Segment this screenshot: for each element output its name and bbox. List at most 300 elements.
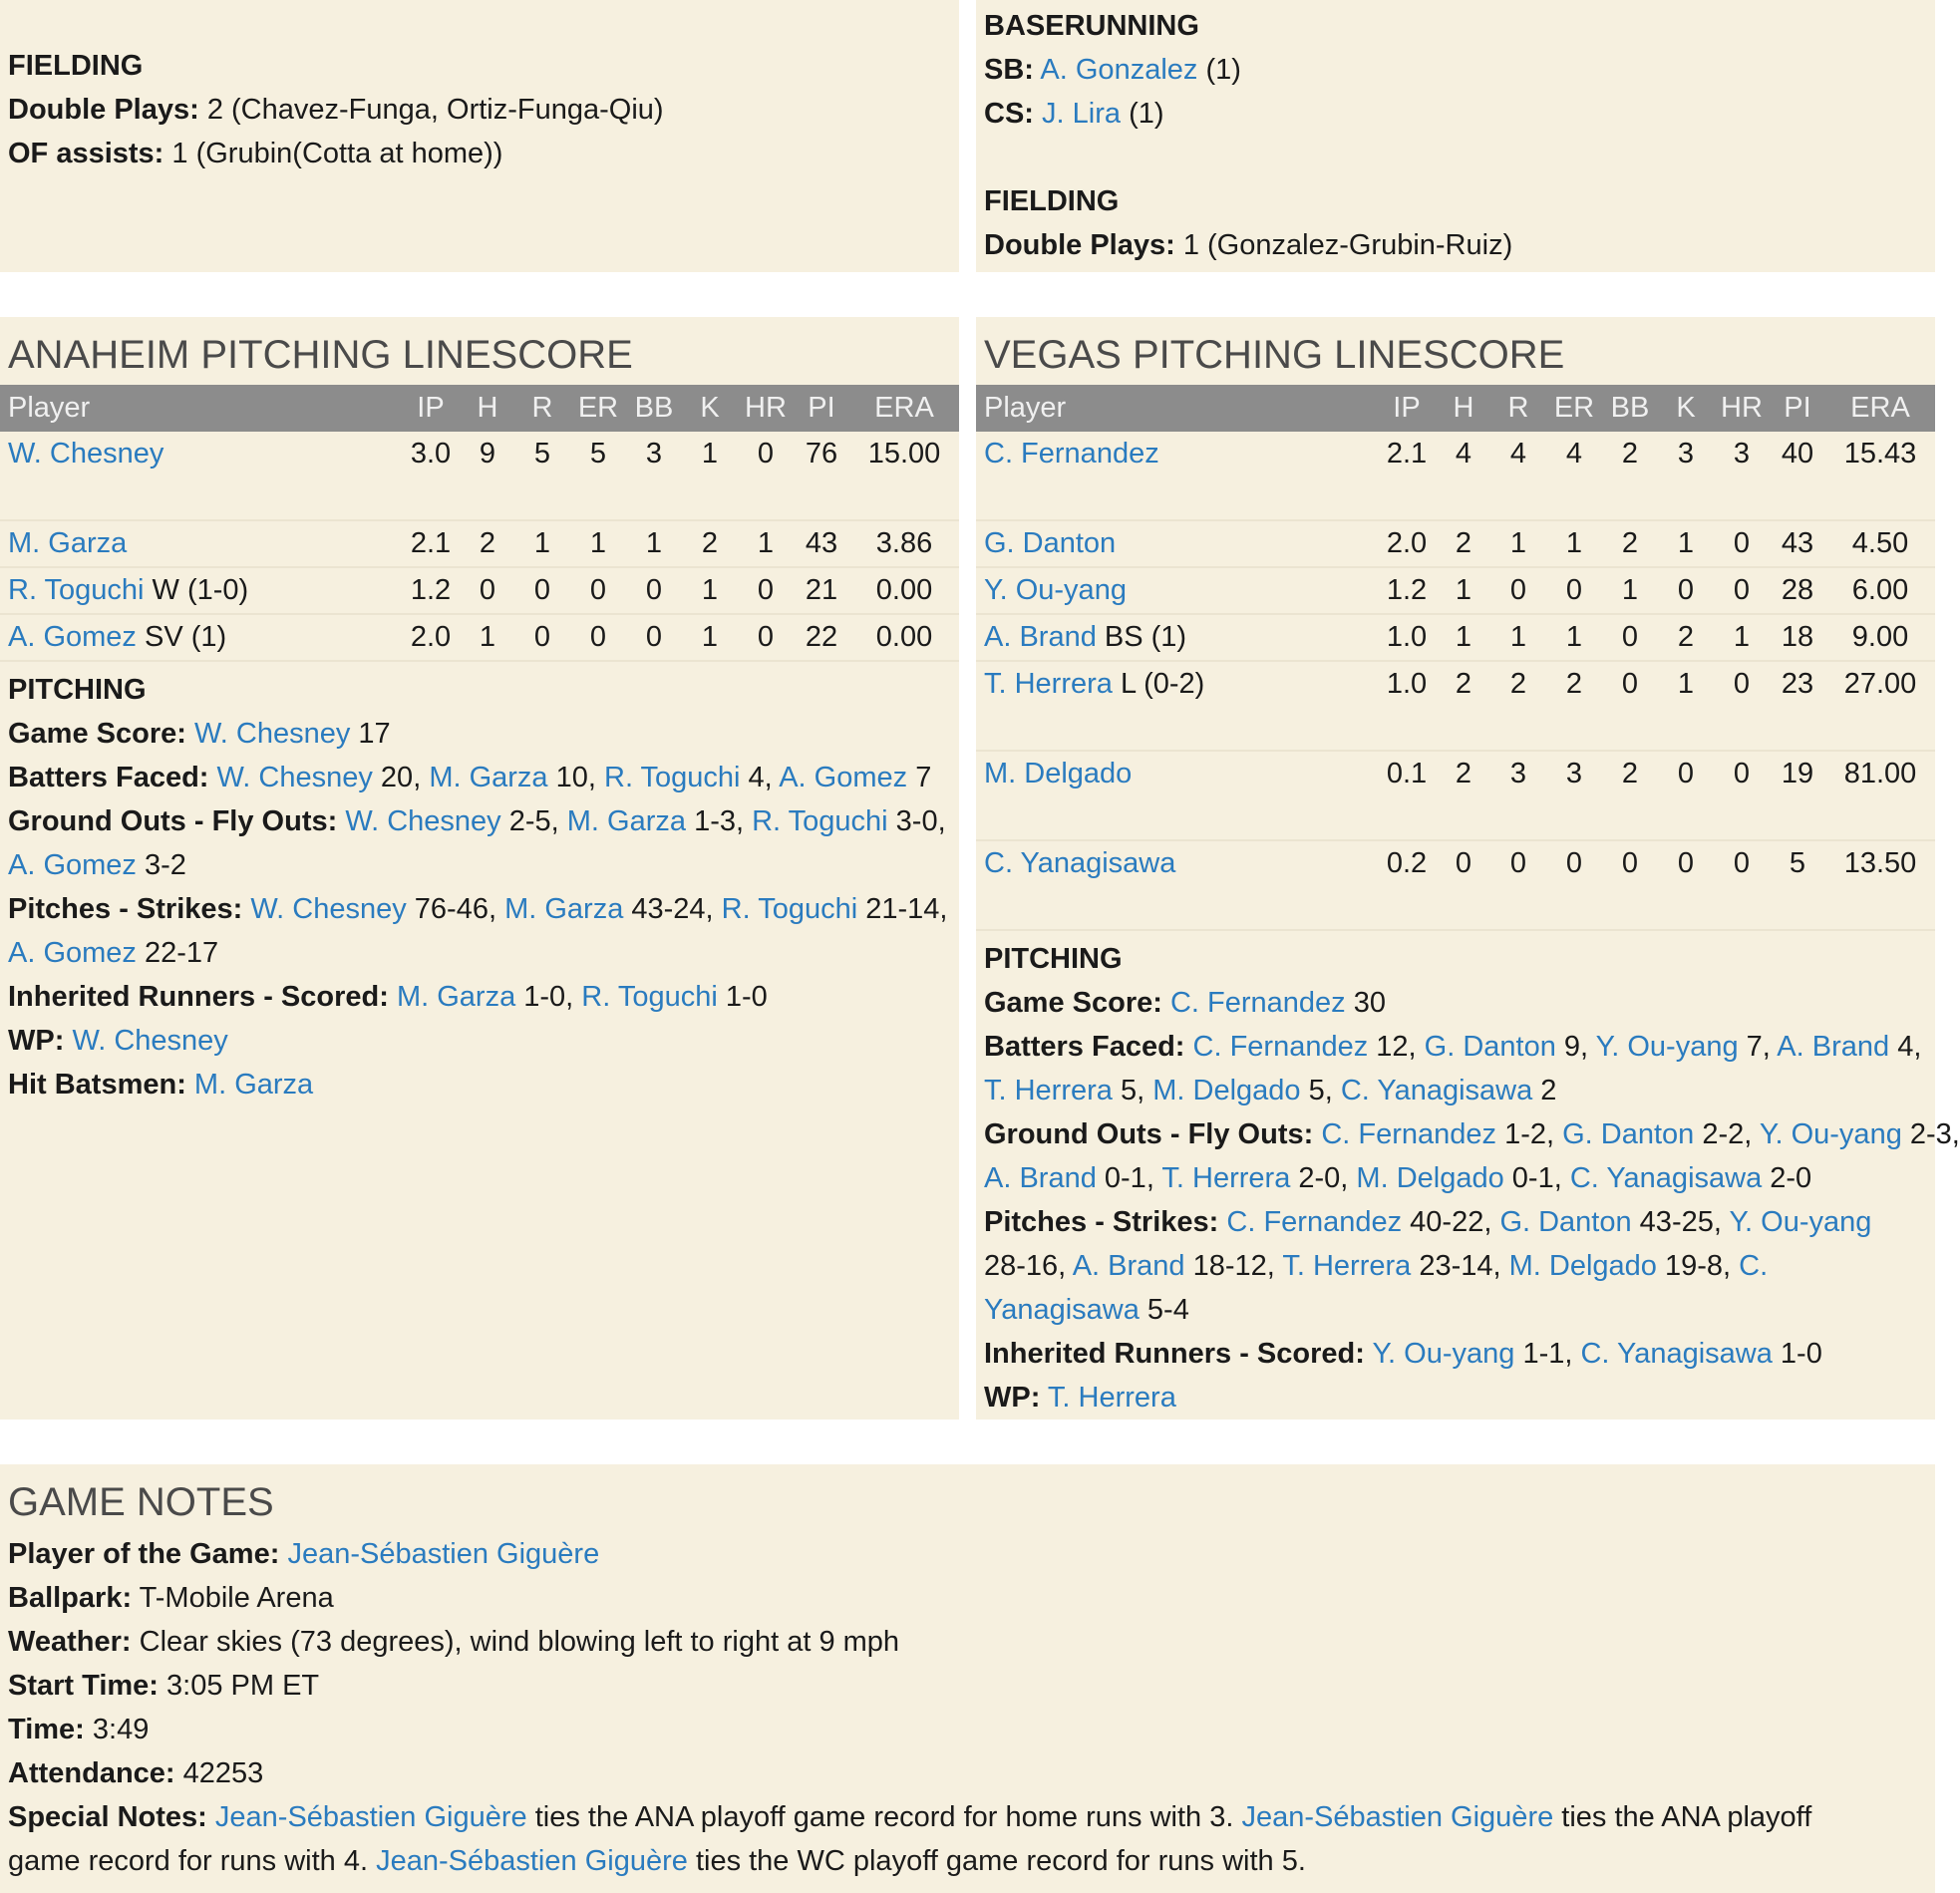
batters-faced-label: Batters Faced:: [8, 762, 209, 793]
table-row: [976, 661, 1935, 751]
stat-cell-h: 2: [1437, 520, 1490, 567]
player-link[interactable]: C. Yanagisawa: [1569, 1162, 1763, 1194]
column-header-k[interactable]: K: [682, 385, 738, 432]
stat-cell-ip: 2.1: [1377, 432, 1437, 520]
decision-note: L (0-2): [1112, 668, 1205, 700]
ballpark-value: T-Mobile Arena: [139, 1582, 334, 1614]
stat-cell-pi: 28: [1770, 567, 1825, 614]
special-player-link[interactable]: Jean-Sébastien Giguère: [1241, 1801, 1554, 1833]
stat-cell-bb: 0: [1602, 614, 1658, 661]
player-cell: [976, 661, 1377, 751]
player-link[interactable]: A. Brand: [1777, 1031, 1890, 1063]
stat-cell-k: 0: [1658, 751, 1714, 840]
stat-value: 20,: [372, 762, 430, 793]
stat-cell-er: 0: [570, 567, 626, 614]
batters-faced-line-cont: [984, 1069, 1935, 1112]
player-link[interactable]: M. Garza: [396, 981, 516, 1013]
player-link[interactable]: M. Garza: [566, 805, 687, 837]
stat-cell-bb: 0: [626, 614, 682, 661]
stat-cell-r: 0: [514, 567, 570, 614]
stat-cell-er: 0: [1546, 840, 1602, 930]
player-link[interactable]: M. Delgado: [1508, 1250, 1657, 1282]
player-link[interactable]: Y. Ou-yang: [1595, 1031, 1739, 1063]
section-title: ANAHEIM PITCHING LINESCORE: [8, 333, 633, 377]
fielding-title: FIELDING: [8, 50, 144, 82]
hbp-line: [8, 1063, 959, 1106]
special-player-link[interactable]: Jean-Sébastien Giguère: [214, 1801, 527, 1833]
inherited-runners-line: [984, 1332, 1935, 1376]
stat-value: 1-3,: [686, 805, 753, 837]
table-row: [976, 432, 1935, 520]
stat-value: 4,: [1889, 1031, 1922, 1063]
attendance-line: [8, 1751, 1935, 1795]
stat-value: 1-2,: [1496, 1118, 1563, 1150]
player-link[interactable]: T. Herrera: [1282, 1250, 1412, 1282]
stat-value: 2-0,: [1290, 1162, 1357, 1194]
go-fo-line-cont: [8, 843, 959, 887]
table-row: [976, 567, 1935, 614]
stat-cell-bb: 3: [626, 432, 682, 520]
pitches-strikes-line-cont: [984, 1244, 1935, 1288]
stat-cell-h: 4: [1437, 432, 1490, 520]
player-link[interactable]: Y. Ou-yang: [1372, 1338, 1515, 1370]
stat-cell-era: 3.86: [849, 520, 959, 567]
stat-cell-bb: 2: [1602, 751, 1658, 840]
stat-value: 3-0,: [887, 805, 946, 837]
game-score-label: Game Score:: [8, 718, 186, 750]
stat-cell-r: 3: [1490, 751, 1546, 840]
player-cell: [976, 614, 1377, 661]
stat-value: 10,: [547, 762, 604, 793]
stat-cell-h: 0: [461, 567, 514, 614]
double-plays-value: 2 (Chavez-Funga, Ortiz-Funga-Qiu): [206, 94, 664, 126]
of-assists-line: [8, 132, 959, 175]
potg-label: Player of the Game:: [8, 1538, 280, 1570]
stat-value: 1-0,: [515, 981, 582, 1013]
stat-cell-hr: 0: [1714, 520, 1770, 567]
player-link[interactable]: C. Yanagisawa: [1580, 1338, 1773, 1370]
table-header-row: [976, 385, 1935, 432]
table-row: [976, 840, 1935, 930]
player-link[interactable]: M. Garza: [504, 893, 624, 925]
pitches-strikes-label: Pitches - Strikes:: [984, 1206, 1219, 1238]
stat-value: 2-3,: [1901, 1118, 1960, 1150]
special-notes-line: [8, 1795, 1935, 1839]
potg-line: [8, 1532, 1935, 1576]
stat-cell-hr: 0: [1714, 840, 1770, 930]
stat-value: 5,: [1300, 1075, 1341, 1106]
stat-cell-pi: 43: [1770, 520, 1825, 567]
stat-cell-h: 2: [1437, 751, 1490, 840]
decision-note: SV (1): [136, 621, 227, 653]
stat-value: 19-8,: [1656, 1250, 1740, 1282]
player-link[interactable]: G. Danton: [1562, 1118, 1695, 1150]
stat-cell-h: 2: [1437, 661, 1490, 751]
player-link[interactable]: C. Fernandez: [1321, 1118, 1497, 1150]
column-header-r[interactable]: R: [1490, 385, 1546, 432]
stat-cell-hr: 3: [1714, 432, 1770, 520]
player-link[interactable]: T. Herrera: [984, 668, 1113, 700]
player-link[interactable]: A. Gomez: [779, 762, 908, 793]
stat-value: 12,: [1368, 1031, 1425, 1063]
pitches-strikes-line: [8, 887, 959, 931]
stat-cell-er: 5: [570, 432, 626, 520]
stat-cell-r: 4: [1490, 432, 1546, 520]
column-header-hr[interactable]: HR: [738, 385, 794, 432]
table-row: [976, 614, 1935, 661]
inherited-runners-label: Inherited Runners - Scored:: [984, 1338, 1365, 1370]
pitching-title: PITCHING: [984, 943, 1123, 975]
stat-cell-h: 9: [461, 432, 514, 520]
table-row: [976, 751, 1935, 840]
stat-value: 43-25,: [1631, 1206, 1730, 1238]
player-cell: [0, 520, 401, 567]
column-header-ip[interactable]: IP: [1377, 385, 1437, 432]
stat-value: 1-0: [1772, 1338, 1822, 1370]
stat-cell-ip: 0.2: [1377, 840, 1437, 930]
column-header-er[interactable]: ER: [1546, 385, 1602, 432]
column-header-bb[interactable]: BB: [626, 385, 682, 432]
baserunning-title: BASERUNNING: [984, 10, 1199, 42]
stat-cell-h: 1: [1437, 614, 1490, 661]
potg-player-link[interactable]: Jean-Sébastien Giguère: [287, 1538, 600, 1570]
pitches-strikes-line-cont: [8, 931, 959, 975]
game-notes-panel: [0, 1464, 1935, 1893]
column-header-h[interactable]: H: [461, 385, 514, 432]
player-link[interactable]: G. Danton: [1424, 1031, 1556, 1063]
stat-cell-k: 1: [682, 567, 738, 614]
stat-cell-hr: 0: [1714, 751, 1770, 840]
game-score-player-link[interactable]: W. Chesney: [193, 718, 351, 750]
stat-cell-ip: 2.0: [1377, 520, 1437, 567]
stat-cell-ip: 1.0: [1377, 661, 1437, 751]
vegas-linescore-table: [976, 385, 1935, 931]
player-cell: [976, 520, 1377, 567]
stat-cell-er: 3: [1546, 751, 1602, 840]
ballpark-line: [8, 1576, 1935, 1620]
stat-cell-ip: 1.2: [1377, 567, 1437, 614]
player-link[interactable]: A. Brand: [984, 1162, 1097, 1194]
player-link[interactable]: Y. Ou-yang: [1759, 1118, 1902, 1150]
player-link[interactable]: A. Gomez: [8, 621, 137, 653]
pitches-strikes-line-cont2: [984, 1288, 1935, 1332]
stat-cell-er: 1: [570, 520, 626, 567]
inherited-runners-label: Inherited Runners - Scored:: [8, 981, 389, 1013]
player-link[interactable]: T. Herrera: [984, 1075, 1113, 1106]
column-header-bb[interactable]: BB: [1602, 385, 1658, 432]
stat-cell-k: 1: [682, 432, 738, 520]
weather-line: [8, 1620, 1935, 1664]
player-link[interactable]: Y. Ou-yang: [984, 574, 1127, 606]
hbp-label: Hit Batsmen:: [8, 1069, 186, 1101]
player-link[interactable]: M. Garza: [429, 762, 548, 793]
stat-cell-hr: 1: [738, 520, 794, 567]
go-fo-label: Ground Outs - Fly Outs:: [984, 1118, 1314, 1150]
player-link[interactable]: A. Brand: [984, 621, 1097, 653]
stat-cell-era: 4.50: [1825, 520, 1935, 567]
attendance-label: Attendance:: [8, 1757, 175, 1789]
stat-cell-bb: 1: [626, 520, 682, 567]
wp-line: [984, 1376, 1935, 1420]
column-header-ip[interactable]: IP: [401, 385, 461, 432]
stat-cell-k: 1: [1658, 661, 1714, 751]
stat-value: 7: [907, 762, 932, 793]
player-cell: [976, 567, 1377, 614]
stat-cell-r: 0: [1490, 567, 1546, 614]
table-header-row: [0, 385, 959, 432]
table-row: [0, 614, 959, 661]
game-score-line: [8, 712, 959, 756]
stat-cell-r: 1: [1490, 614, 1546, 661]
double-plays-label: Double Plays:: [8, 94, 199, 126]
wp-label: WP:: [984, 1382, 1041, 1414]
stat-cell-era: 81.00: [1825, 751, 1935, 840]
sb-value: (1): [1205, 54, 1241, 86]
batters-faced-label: Batters Faced:: [984, 1031, 1185, 1063]
go-fo-line: [8, 799, 959, 843]
stat-cell-pi: 18: [1770, 614, 1825, 661]
stat-cell-er: 0: [1546, 567, 1602, 614]
of-assists-label: OF assists:: [8, 138, 164, 169]
player-cell: [976, 751, 1377, 840]
table-row: [976, 520, 1935, 567]
anaheim-pitching-panel: [0, 317, 959, 1420]
hbp-player-link[interactable]: M. Garza: [193, 1069, 314, 1101]
stat-cell-hr: 0: [738, 614, 794, 661]
stat-value: 23-14,: [1411, 1250, 1509, 1282]
player-link[interactable]: R. Toguchi: [581, 981, 718, 1013]
stat-cell-h: 0: [1437, 840, 1490, 930]
stat-cell-era: 27.00: [1825, 661, 1935, 751]
stat-cell-ip: 2.1: [401, 520, 461, 567]
anaheim-fielding-panel: [0, 0, 959, 272]
stat-cell-ip: 2.0: [401, 614, 461, 661]
player-link[interactable]: Yanagisawa: [984, 1294, 1140, 1326]
double-plays-line: [8, 88, 959, 132]
player-link[interactable]: W. Chesney: [216, 762, 373, 793]
stat-cell-r: 1: [1490, 520, 1546, 567]
stat-value: 3-2: [136, 849, 186, 881]
stat-cell-k: 1: [682, 614, 738, 661]
stat-value: 5,: [1112, 1075, 1153, 1106]
of-assists-value: 1 (Grubin(Cotta at home)): [171, 138, 503, 169]
player-link[interactable]: C. Yanagisawa: [1340, 1075, 1533, 1106]
player-link[interactable]: C. Fernandez: [1192, 1031, 1369, 1063]
stat-cell-hr: 0: [1714, 567, 1770, 614]
sb-player-link[interactable]: A. Gonzalez: [1040, 54, 1198, 86]
stat-cell-bb: 0: [1602, 661, 1658, 751]
time-value: 3:49: [92, 1714, 150, 1745]
column-header-hr[interactable]: HR: [1714, 385, 1770, 432]
attendance-value: 42253: [182, 1757, 264, 1789]
column-header-era[interactable]: ERA: [849, 385, 959, 432]
stat-value: 7,: [1738, 1031, 1778, 1063]
player-link[interactable]: Y. Ou-yang: [1729, 1206, 1872, 1238]
game-score-value: 17: [358, 718, 391, 750]
player-cell: [976, 840, 1377, 930]
double-plays-label: Double Plays:: [984, 229, 1175, 261]
column-header-era[interactable]: ERA: [1825, 385, 1935, 432]
player-link[interactable]: G. Danton: [1499, 1206, 1632, 1238]
player-link[interactable]: M. Delgado: [1356, 1162, 1504, 1194]
pitching-title: PITCHING: [8, 674, 147, 706]
stat-cell-er: 4: [1546, 432, 1602, 520]
stat-cell-k: 3: [1658, 432, 1714, 520]
stat-cell-ip: 3.0: [401, 432, 461, 520]
anaheim-linescore-table: [0, 385, 959, 662]
start-time-value: 3:05 PM ET: [166, 1670, 320, 1702]
stat-cell-ip: 0.1: [1377, 751, 1437, 840]
player-link[interactable]: W. Chesney: [345, 805, 501, 837]
player-link[interactable]: C.: [1739, 1250, 1769, 1282]
pitches-strikes-line: [984, 1200, 1935, 1244]
player-link[interactable]: W. Chesney: [250, 893, 407, 925]
section-title: GAME NOTES: [8, 1480, 274, 1524]
stat-cell-hr: 1: [1714, 614, 1770, 661]
stat-value: 40-22,: [1402, 1206, 1500, 1238]
sb-label: SB:: [984, 54, 1034, 86]
special-notes-line-cont: [8, 1839, 1935, 1883]
stat-cell-era: 13.50: [1825, 840, 1935, 930]
player-link[interactable]: A. Brand: [1072, 1250, 1185, 1282]
stat-cell-era: 15.43: [1825, 432, 1935, 520]
stat-cell-pi: 19: [1770, 751, 1825, 840]
weather-label: Weather:: [8, 1626, 132, 1658]
inherited-runners-line: [8, 975, 959, 1019]
time-line: [8, 1708, 1935, 1751]
ballpark-label: Ballpark:: [8, 1582, 133, 1614]
start-time-line: [8, 1664, 1935, 1708]
stat-cell-era: 0.00: [849, 614, 959, 661]
column-header-player[interactable]: Player: [0, 385, 401, 432]
stat-cell-pi: 5: [1770, 840, 1825, 930]
sb-line: [984, 48, 1935, 92]
wp-player-link[interactable]: W. Chesney: [72, 1025, 228, 1057]
game-score-player-link[interactable]: C. Fernandez: [1169, 987, 1346, 1019]
stat-cell-era: 9.00: [1825, 614, 1935, 661]
stat-cell-r: 5: [514, 432, 570, 520]
special-text: game record for runs with 4.: [8, 1845, 369, 1877]
stat-cell-r: 1: [514, 520, 570, 567]
stat-value: 9,: [1555, 1031, 1596, 1063]
column-header-pi[interactable]: PI: [794, 385, 849, 432]
player-link[interactable]: M. Delgado: [1152, 1075, 1301, 1106]
player-link[interactable]: R. Toguchi: [604, 762, 741, 793]
stat-value: 2: [1532, 1075, 1557, 1106]
stat-cell-bb: 2: [1602, 520, 1658, 567]
vegas-baserunning-panel: [976, 0, 1935, 272]
player-link[interactable]: M. Delgado: [984, 758, 1133, 789]
start-time-label: Start Time:: [8, 1670, 159, 1702]
table-row: [0, 520, 959, 567]
double-plays-value: 1 (Gonzalez-Grubin-Ruiz): [1182, 229, 1513, 261]
column-header-pi[interactable]: PI: [1770, 385, 1825, 432]
stat-value: 0-1,: [1096, 1162, 1162, 1194]
player-link[interactable]: A. Gomez: [8, 937, 137, 969]
section-title: VEGAS PITCHING LINESCORE: [984, 333, 1565, 377]
stat-cell-pi: 22: [794, 614, 849, 661]
player-cell: [0, 567, 401, 614]
go-fo-line: [984, 1112, 1960, 1156]
stat-cell-pi: 40: [1770, 432, 1825, 520]
stat-cell-pi: 21: [794, 567, 849, 614]
stat-value: 76-46,: [406, 893, 505, 925]
stat-cell-k: 2: [1658, 614, 1714, 661]
player-link[interactable]: R. Toguchi: [752, 805, 888, 837]
cs-value: (1): [1129, 98, 1164, 130]
wp-line: [8, 1019, 959, 1063]
column-header-player[interactable]: Player: [976, 385, 1377, 432]
stat-cell-ip: 1.2: [401, 567, 461, 614]
decision-note: W (1-0): [144, 574, 249, 606]
stat-cell-ip: 1.0: [1377, 614, 1437, 661]
cs-player-link[interactable]: J. Lira: [1042, 98, 1121, 130]
player-cell: [0, 432, 401, 520]
player-link[interactable]: A. Gomez: [8, 849, 137, 881]
stat-value: 1-1,: [1514, 1338, 1581, 1370]
vegas-pitching-panel: [976, 317, 1960, 1420]
special-player-link[interactable]: Jean-Sébastien Giguère: [376, 1845, 688, 1877]
wp-player-link[interactable]: T. Herrera: [1047, 1382, 1176, 1414]
column-header-r[interactable]: R: [514, 385, 570, 432]
fielding-title: FIELDING: [984, 185, 1120, 217]
stat-cell-pi: 76: [794, 432, 849, 520]
player-link[interactable]: W. Chesney: [8, 438, 164, 470]
player-link[interactable]: M. Garza: [8, 527, 128, 559]
stat-cell-bb: 0: [626, 567, 682, 614]
column-header-k[interactable]: K: [1658, 385, 1714, 432]
weather-value: Clear skies (73 degrees), wind blowing left to right at 9 mph: [139, 1626, 900, 1658]
stat-cell-k: 0: [1658, 840, 1714, 930]
column-header-er[interactable]: ER: [570, 385, 626, 432]
stat-cell-bb: 0: [1602, 840, 1658, 930]
stat-cell-r: 0: [1490, 840, 1546, 930]
stat-cell-r: 2: [1490, 661, 1546, 751]
stat-cell-k: 0: [1658, 567, 1714, 614]
special-text: ties the ANA playoff game record for home runs with 3.: [534, 1801, 1234, 1833]
player-link[interactable]: G. Danton: [984, 527, 1117, 559]
time-label: Time:: [8, 1714, 85, 1745]
stat-cell-r: 0: [514, 614, 570, 661]
player-link[interactable]: R. Toguchi: [8, 574, 145, 606]
cs-label: CS:: [984, 98, 1034, 130]
player-link[interactable]: C. Fernandez: [1226, 1206, 1403, 1238]
special-text: ties the ANA playoff: [1561, 1801, 1812, 1833]
stat-value: 22-17: [136, 937, 219, 969]
stat-cell-er: 1: [1546, 520, 1602, 567]
column-header-h[interactable]: H: [1437, 385, 1490, 432]
stat-cell-era: 15.00: [849, 432, 959, 520]
pitches-strikes-label: Pitches - Strikes:: [8, 893, 243, 925]
table-row: [0, 432, 959, 520]
player-link[interactable]: C. Yanagisawa: [984, 847, 1176, 879]
stat-cell-k: 2: [682, 520, 738, 567]
decision-note: BS (1): [1096, 621, 1187, 653]
stat-cell-era: 6.00: [1825, 567, 1935, 614]
table-row: [0, 567, 959, 614]
stat-cell-era: 0.00: [849, 567, 959, 614]
stat-cell-hr: 0: [738, 432, 794, 520]
stat-cell-pi: 23: [1770, 661, 1825, 751]
stat-cell-h: 1: [1437, 567, 1490, 614]
player-cell: [976, 432, 1377, 520]
game-score-line: [984, 981, 1935, 1025]
player-link[interactable]: T. Herrera: [1161, 1162, 1291, 1194]
player-cell: [0, 614, 401, 661]
stat-cell-er: 0: [570, 614, 626, 661]
player-link[interactable]: R. Toguchi: [721, 893, 858, 925]
player-link[interactable]: C. Fernandez: [984, 438, 1159, 470]
